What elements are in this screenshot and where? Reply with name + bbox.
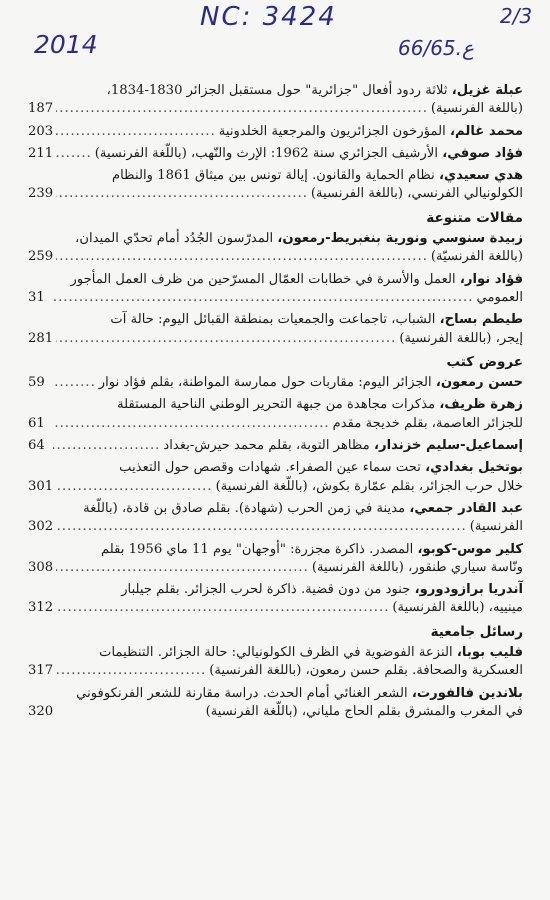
- entry-last-line: [28, 289, 523, 307]
- entry-author: عبلة غزيل،: [451, 83, 523, 98]
- entry-first-line: [28, 396, 523, 414]
- entry-author: هدي سعيدي،: [439, 168, 523, 184]
- entry-author: محمد غالم،: [450, 123, 523, 139]
- entry-title: مظاهر التوبة، بقلم محمد حيرش-بغداد: [163, 438, 370, 454]
- entry-last-line: [28, 559, 523, 577]
- toc-entry: [28, 541, 523, 578]
- entry-title: المصدر. ذاكرة مجزرة: "أوجهان" يوم 11 ماي 1956 بقلم: [100, 541, 418, 557]
- toc-entry: [28, 145, 523, 163]
- page-number: 239: [28, 186, 54, 202]
- entry-author: طيطم بساح،: [439, 312, 523, 328]
- entry-title: تحت سماء عين الصفراء. شهادات وقصص حول التعذيب: [119, 460, 426, 476]
- entry-author: كلير موس-كوبو،: [417, 541, 523, 557]
- entry-last-line: [28, 703, 523, 721]
- handwritten-catalog-code: NC: 3424: [200, 2, 337, 32]
- entry-title-end: [95, 145, 523, 163]
- entry-title: نظام الحماية والقانون. إيالة تونس بين ميثاق 1861 والنظام: [111, 168, 440, 184]
- entry-title-end: (باللغة الفرنسية): [430, 101, 523, 117]
- toc-entry: [28, 459, 523, 496]
- toc-entry: [28, 644, 523, 681]
- entry-title-end: [99, 374, 523, 392]
- entry-author: بلاندين فالفورت،: [411, 685, 523, 701]
- toc-entry: [28, 123, 523, 141]
- entry-author: بوتخيل بغدادي،: [425, 460, 523, 476]
- dot-leader: [56, 248, 428, 266]
- section-heading: مقالات متنوعة: [426, 209, 523, 226]
- page-number: 302: [28, 519, 54, 535]
- entry-last-line: [28, 518, 523, 536]
- entry-last-line: [28, 185, 523, 203]
- dot-leader: [56, 518, 467, 536]
- entry-first-line: [28, 271, 523, 289]
- toc-entry: [28, 271, 523, 308]
- entry-title-end: (باللغة الفرنسيّة): [430, 249, 523, 265]
- entry-author: زبيدة سنوسي ونورية بنغبريط-رمعون،: [277, 231, 523, 247]
- entry-first-line: [28, 230, 523, 248]
- entry-title: المؤرخون الجزائريون والمرجعية الخلدونية: [218, 123, 446, 139]
- entry-title-end: الفرنسية): [469, 519, 523, 535]
- toc-entry: [28, 167, 523, 204]
- entry-last-line: [28, 145, 523, 163]
- entry-title-end: [219, 123, 523, 141]
- entry-title-end: للجزائر العاصمة، بقلم خديجة مقدم: [332, 415, 523, 431]
- entry-first-line: [28, 541, 523, 559]
- entry-first-line: [28, 459, 523, 477]
- entry-title-end: خلال حرب الجزائر، بقلم عمّارة بكوش، (باللّغة الفرنسية): [215, 478, 523, 494]
- dot-leader: [56, 145, 92, 163]
- entry-first-line: [28, 644, 523, 662]
- entry-first-line: [28, 685, 523, 703]
- entry-last-line: [28, 662, 523, 680]
- toc-entry: [28, 82, 523, 119]
- entry-last-line: [28, 374, 523, 392]
- toc-entry: [28, 500, 523, 537]
- entry-last-line: [28, 100, 523, 118]
- entry-title: الجزائر اليوم: مقاربات حول ممارسة المواطنة، بقلم فؤاد نوار: [98, 375, 432, 391]
- toc-entry: [28, 581, 523, 618]
- entry-author: إسماعيل-سليم خزندار،: [374, 438, 523, 454]
- page-number: 320: [28, 703, 54, 719]
- entry-title-end: العمومي: [476, 289, 523, 305]
- entry-last-line: [28, 123, 523, 141]
- toc-entry: [28, 685, 523, 722]
- entry-first-line: [28, 82, 523, 100]
- dot-leader: [56, 185, 308, 203]
- entry-title-end: الكولونيالي الفرنسي، (باللغة الفرنسية): [310, 186, 523, 202]
- page-number: 281: [28, 330, 54, 346]
- entry-title: النزعة الفوضوية في الظرف الكولونيالي: حالة الجزائر. التنظيمات: [99, 645, 457, 661]
- page-number: 317: [28, 663, 54, 679]
- entry-author: آندريا برازودورو،: [414, 582, 523, 598]
- entry-title-end: العسكرية والصحافة. بقلم حسن رمعون، (باللغة الفرنسية): [209, 663, 523, 679]
- entry-first-line: [28, 311, 523, 329]
- entry-title-end: في المغرب والمشرق بقلم الحاج ملياني، (باللّغة الفرنسية): [205, 703, 523, 719]
- entry-title: الشعر الغنائي أمام الحدث. دراسة مقارنة للشعر الفرنكوفوني: [76, 685, 412, 701]
- entry-title: مدينة في زمن الحرب (شهادة). بقلم صادق بن قادة، (باللّغة: [83, 500, 410, 516]
- dot-leader: [53, 415, 330, 433]
- handwritten-folio: 2/3: [500, 4, 533, 28]
- entry-title: ثلاثة ردود أفعال "جزائرية" حول مستقبل الجزائر 1830-1834،: [106, 83, 452, 98]
- entry-title-end: مينييه، (باللغة الفرنسية): [392, 600, 523, 616]
- page-number: 211: [28, 145, 54, 161]
- dot-leader: [56, 123, 216, 141]
- entry-title-end: إيجر، (باللغة الفرنسية): [399, 330, 523, 346]
- page-number: 187: [28, 101, 54, 117]
- entry-author: حسن رمعون،: [435, 375, 523, 391]
- page-number: 61: [28, 415, 45, 431]
- dot-leader: [53, 374, 96, 392]
- entry-first-line: [28, 581, 523, 599]
- entry-last-line: [28, 415, 523, 433]
- entry-title: الأرشيف الجزائري سنة 1962: الإرث والنّهب، (باللّغة الفرنسية): [94, 145, 439, 161]
- toc-entry: [28, 437, 523, 455]
- entry-title: جنود من دون قضية. ذاكرة لحرب الجزائر. بقلم جيلبار: [121, 582, 415, 598]
- dot-leader: [56, 100, 428, 118]
- entry-author: عبد القادر جمعي،: [409, 500, 523, 516]
- entry-first-line: [28, 167, 523, 185]
- page-number: 59: [28, 375, 45, 391]
- page-number: 301: [28, 478, 54, 494]
- entry-author: فؤاد نوار،: [459, 271, 523, 287]
- page-number: 31: [28, 289, 45, 305]
- entry-first-line: [28, 500, 523, 518]
- toc-entry: [28, 311, 523, 348]
- page-number: 312: [28, 600, 54, 616]
- entry-title-end: [163, 437, 523, 455]
- entry-last-line: [28, 478, 523, 496]
- entry-title: الشباب، تاجماعت والجمعيات بمنطقة القبائل اليوم: حالة آت: [110, 312, 440, 328]
- toc-entry: [28, 230, 523, 267]
- dot-leader: [56, 330, 396, 348]
- page-number: 259: [28, 249, 54, 265]
- toc-entry: [28, 396, 523, 433]
- dot-leader: [56, 559, 309, 577]
- handwritten-year: 2014: [34, 30, 98, 59]
- entry-title: المدرّسون الجُدُد أمام تحدّي الميدان،: [75, 231, 278, 247]
- page-number: 64: [28, 438, 45, 454]
- page-number: 203: [28, 123, 54, 139]
- table-of-contents: [28, 82, 523, 725]
- entry-title: العمل والأسرة في خطابات العمّال المسرّحين من ظرف العمل المأجور: [70, 271, 460, 287]
- entry-author: فؤاد صوفي،: [442, 145, 523, 161]
- handwritten-page-range: 66/65.ع: [398, 36, 474, 60]
- page-number: 308: [28, 559, 54, 575]
- toc-entry: [28, 374, 523, 392]
- dot-leader: [56, 599, 389, 617]
- dot-leader: [56, 478, 212, 496]
- entry-author: فليب بوبا،: [456, 645, 523, 661]
- entry-last-line: [28, 599, 523, 617]
- entry-author: زهرة ظريف،: [439, 397, 523, 413]
- entry-title: مذكرات مجاهدة من جبهة التحرير الوطني الناحية المستقلة: [117, 397, 440, 413]
- entry-last-line: [28, 437, 523, 455]
- entry-last-line: [28, 248, 523, 266]
- dot-leader: [53, 437, 160, 455]
- section-heading: عروض كتب: [446, 353, 523, 370]
- entry-last-line: [28, 330, 523, 348]
- dot-leader: [53, 289, 473, 307]
- dot-leader: [56, 662, 206, 680]
- entry-title-end: ونّاسة سياري طنقور، (باللغة الفرنسية): [311, 559, 523, 575]
- section-heading: رسائل جامعية: [430, 623, 523, 640]
